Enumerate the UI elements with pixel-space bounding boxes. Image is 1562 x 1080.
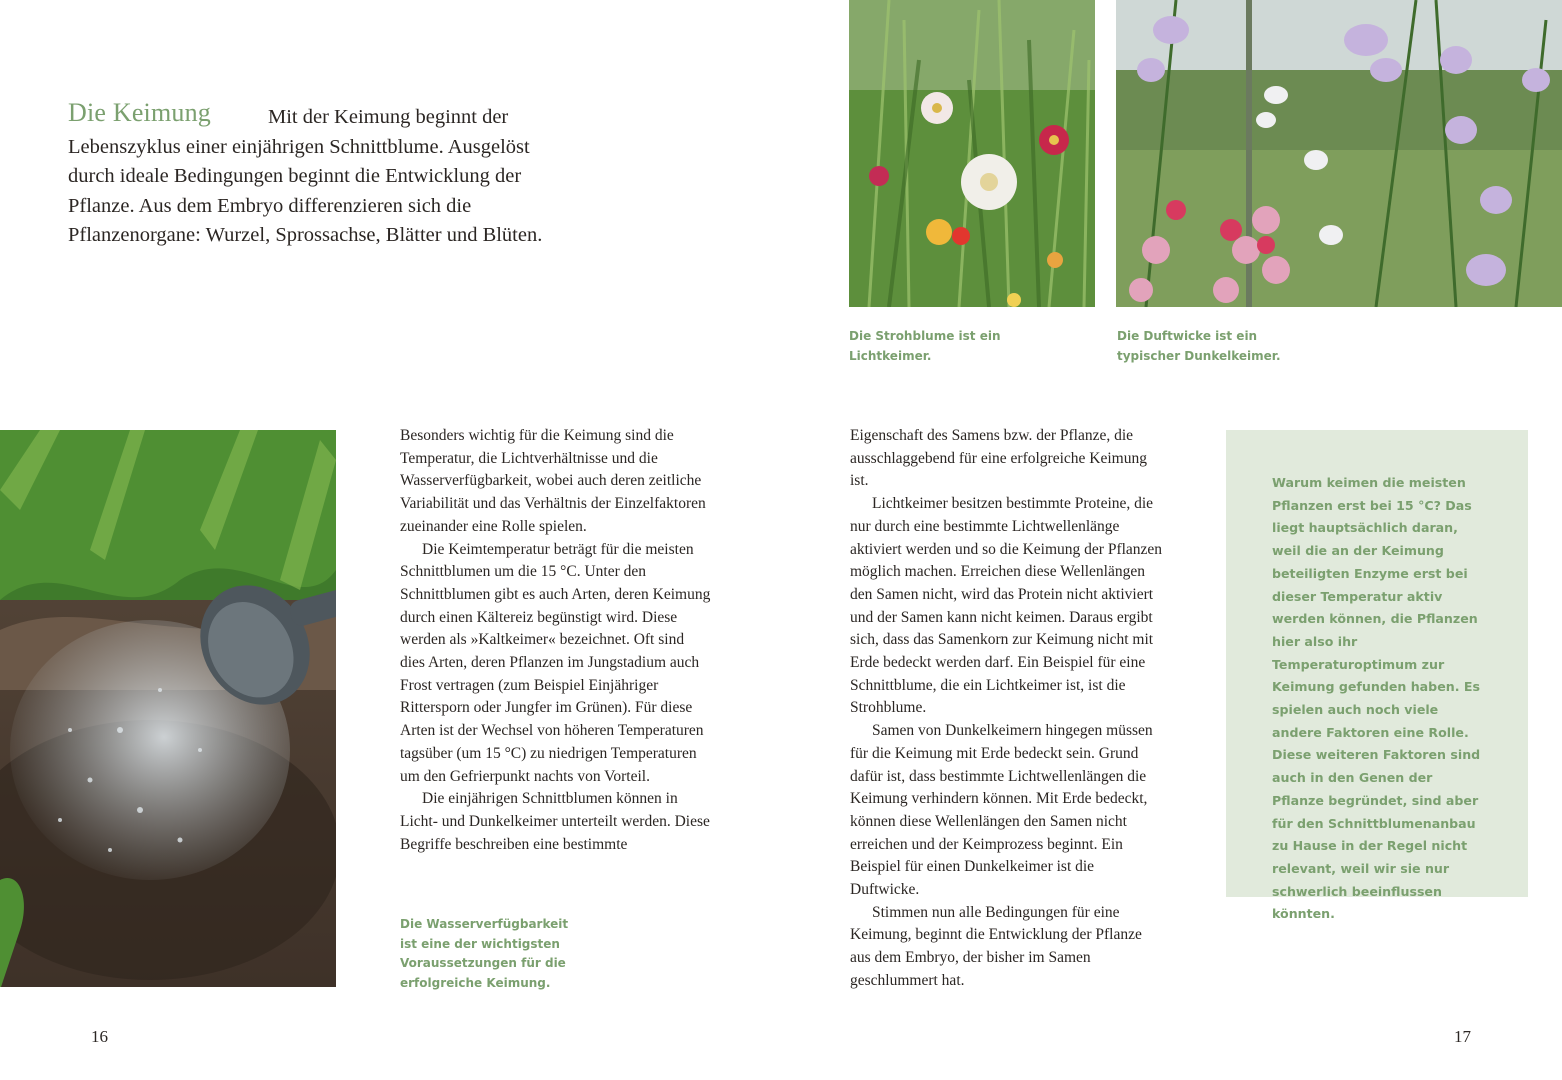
watering-can-photo [0,430,336,987]
body-paragraph: Die Keimtemperatur beträgt für die meisten Schnittblumen um die 15 °C. Unter den Schnittblumen gibt es auch Arten, deren Keimung durch einen Kältereiz begünstigt wird. Diese werden als »Kaltkeimer« bezeichnet. Oft sind dies Arten, deren Pflanzen im Jungstadium auch Frost vertragen (zum Beispiel Einjähriger Rittersporn oder Jungfer im Grünen). Für diese Arten ist der Wechsel von höheren Temperaturen tagsüber (um 15 °C) zu niedrigen Temperaturen um den Gefrierpunkt nachts von Vorteil. [400,540,711,785]
sweet-pea-photo [1116,0,1562,307]
body-paragraph: Stimmen nun alle Bedingungen für eine Keimung, beginnt die Entwicklung der Pflanze aus dem Embryo, der bisher im Samen geschlummert hat. [850,903,1142,989]
intro-text: Mit der Keimung beginnt der Lebenszyklus einer einjährigen Schnittblume. Ausgelöst durch ideale Bedingungen beginnt die Entwicklung der Pflanze. Aus dem Embryo differenzieren sich die Pflanzenorgane: Wurzel, Sprossachse, Blätter und Blüten. [68,106,543,246]
body-paragraph: Eigenschaft des Samens bzw. der Pflanze, die ausschlaggebend für eine erfolgreiche Keimung ist. [850,427,1147,490]
right-body-column [850,425,1164,993]
sweet-pea-caption: Die Duftwicke ist ein typischer Dunkelkeimer. [1117,329,1281,363]
page-number-left: 16 [91,1027,108,1046]
section-heading: Die Keimung [68,98,212,127]
intro-paragraph [68,103,568,251]
body-paragraph: Lichtkeimer besitzen bestimmte Proteine, die nur durch eine bestimmte Lichtwellenlänge aktiviert werden und so die Keimung der Pflanzen möglich machen. Erreichen diese Wellenlängen den Samen nicht, wird das Protein nicht aktiviert und der Samen kann nicht keimen. Daraus ergibt sich, dass das Samenkorn zur Keimung nicht mit Erde bedeckt werden darf. Ein Beispiel für eine Schnittblume, die ein Lichtkeimer ist, ist die Strohblume. [850,495,1163,717]
page-number-right: 17 [1454,1027,1471,1046]
info-box-text: Warum keimen die meisten Pflanzen erst bei 15 °C? Das liegt hauptsächlich daran, weil die an der Keimung beteiligten Enzyme erst bei dieser Temperatur aktiv werden können, die Pflanzen hier also ihr Temperaturoptimum zur Keimung gefunden haben. Es spielen auch noch viele andere Faktoren eine Rolle. Diese weiteren Faktoren sind auch in den Genen der Pflanze begründet, sind aber für den Schnittblumenanbau zu Hause in der Regel nicht relevant, weil wir sie nur schwerlich beeinflussen könnten. [1272,475,1481,922]
strawflower-photo [849,0,1095,307]
body-paragraph: Samen von Dunkelkeimern hingegen müssen für die Keimung mit Erde bedeckt sein. Grund dafür ist, dass bestimmte Lichtwellenlängen die Keimung verhindern können. Mit Erde bedeckt, können diese Wellenlängen den Samen nicht erreichen und der Keimprozess beginnt. Ein Beispiel für einen Dunkelkeimer ist die Duftwicke. [850,722,1153,899]
left-body-column [400,425,712,856]
info-box [1226,430,1528,922]
strawflower-caption: Die Strohblume ist ein Lichtkeimer. [849,329,1001,363]
watering-photo-caption: Die Wasserverfügbarkeit ist eine der wichtigsten Voraussetzungen für die erfolgreiche Keimung. [400,917,569,990]
body-paragraph: Die einjährigen Schnittblumen können in Licht- und Dunkelkeimer unterteilt werden. Diese Begriffe beschreiben eine bestimmte [400,790,710,853]
body-paragraph: Besonders wichtig für die Keimung sind die Temperatur, die Lichtverhältnisse und die Wasserverfügbarkeit, wobei auch deren zeitliche Variabilität und das Verhältnis der Einzelfaktoren zueinander eine Rolle spielen. [400,427,706,535]
